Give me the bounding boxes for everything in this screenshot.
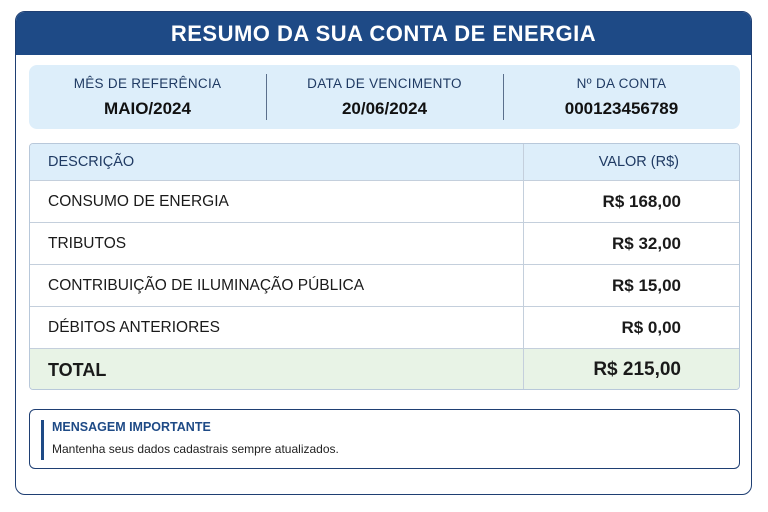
reference-month	[29, 65, 266, 129]
due-date-value: 20/06/2024	[341, 98, 428, 118]
row-description: CONTRIBUIÇÃO DE ILUMINAÇÃO PÚBLICA	[30, 265, 524, 306]
important-message-box	[29, 409, 740, 469]
reference-month-label: MÊS DE REFERÊNCIA	[73, 75, 222, 91]
row-description: CONSUMO DE ENERGIA	[30, 181, 524, 222]
total-row	[30, 348, 739, 390]
row-value: R$ 0,00	[621, 317, 681, 337]
due-date	[266, 65, 503, 129]
row-value: R$ 15,00	[612, 275, 681, 295]
charges-table	[29, 143, 740, 390]
table-row	[30, 180, 739, 222]
account-number-label: Nº DA CONTA	[576, 75, 667, 91]
table-header	[30, 144, 739, 180]
account-info-panel	[29, 65, 740, 129]
total-value: R$ 215,00	[593, 359, 681, 380]
row-description: DÉBITOS ANTERIORES	[30, 307, 524, 348]
message-text: Mantenha seus dados cadastrais sempre atualizados.	[52, 442, 339, 456]
account-number-value: 000123456789	[564, 98, 679, 118]
column-header-value: VALOR (R$)	[598, 154, 679, 170]
due-date-label: DATA DE VENCIMENTO	[307, 75, 462, 91]
account-number	[503, 65, 740, 129]
column-header-description: DESCRIÇÃO	[30, 144, 524, 180]
table-row	[30, 306, 739, 348]
total-label: TOTAL	[30, 349, 524, 390]
row-description: TRIBUTOS	[30, 223, 524, 264]
message-accent-bar	[41, 420, 44, 460]
bill-summary-card	[15, 11, 752, 495]
row-value: R$ 32,00	[612, 233, 681, 253]
table-row	[30, 222, 739, 264]
message-title: MENSAGEM IMPORTANTE	[52, 420, 211, 434]
row-value: R$ 168,00	[602, 191, 681, 211]
page-title: RESUMO DA SUA CONTA DE ENERGIA	[16, 12, 751, 55]
reference-month-value: MAIO/2024	[104, 98, 191, 118]
table-row	[30, 264, 739, 306]
